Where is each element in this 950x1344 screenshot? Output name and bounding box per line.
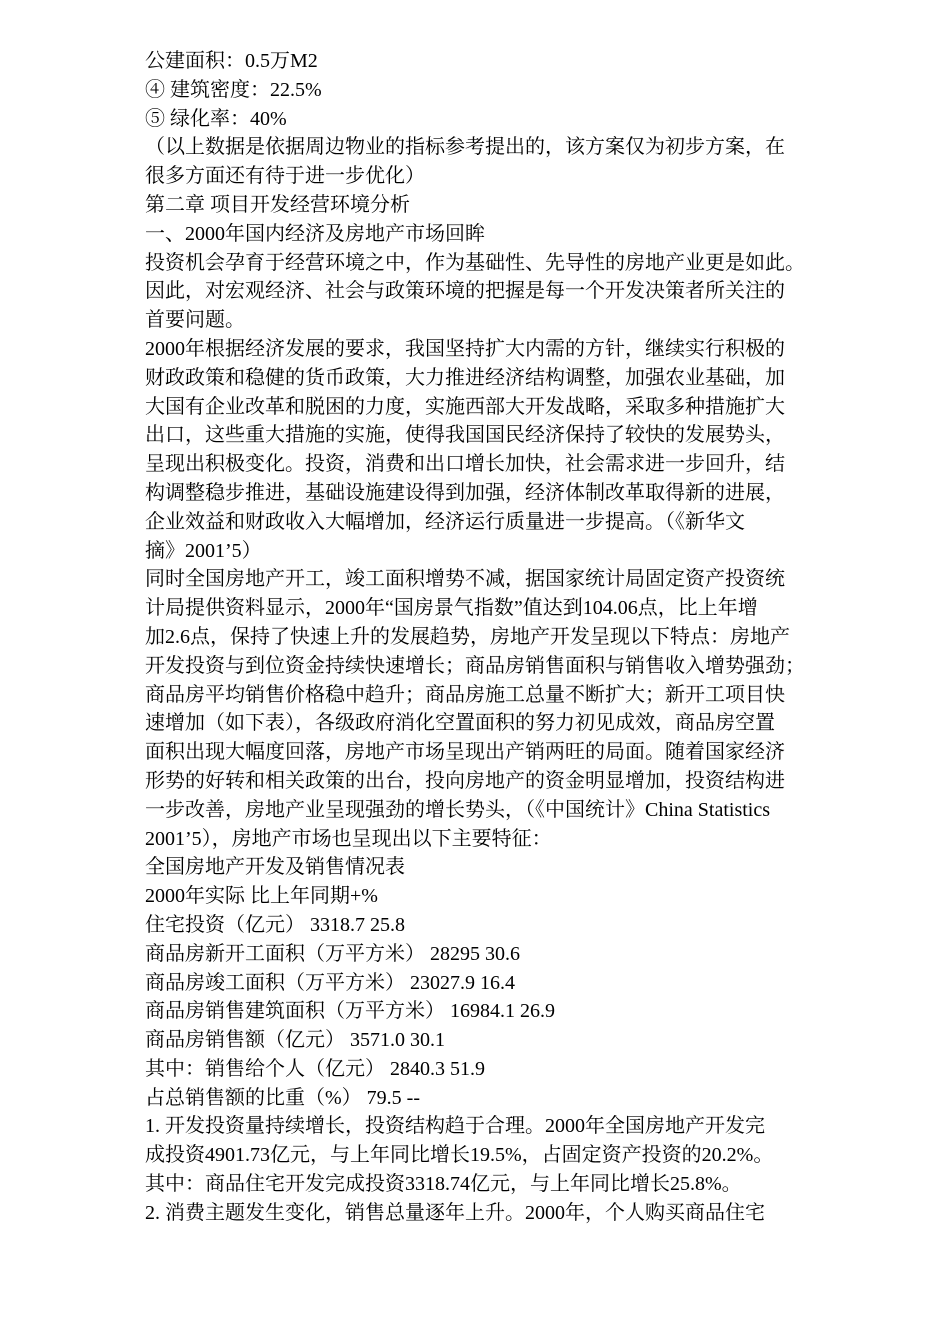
- text-line: ⑤ 绿化率：40%: [145, 107, 287, 130]
- text-line: 形势的好转和相关政策的出台，投向房地产的资金明显增加，投资结构进: [145, 769, 785, 792]
- table-header: 2000年实际 比上年同期+%: [145, 885, 378, 908]
- table-title: 全国房地产开发及销售情况表: [145, 856, 405, 879]
- table-row: 占总销售额的比重（%） 79.5 --: [145, 1086, 420, 1109]
- table-row: 住宅投资（亿元） 3318.7 25.8: [145, 913, 405, 936]
- text-line: 因此，对宏观经济、社会与政策环境的把握是每一个开发决策者所关注的: [145, 280, 785, 303]
- text-line: 构调整稳步推进，基础设施建设得到加强，经济体制改革取得新的进展，: [145, 481, 785, 504]
- text-line: 首要问题。: [145, 309, 245, 332]
- chapter-heading: 第二章 项目开发经营环境分析: [145, 193, 410, 216]
- text-line: 投资机会孕育于经营环境之中，作为基础性、先导性的房地产业更是如此。: [145, 251, 805, 274]
- text-line: 2. 消费主题发生变化，销售总量逐年上升。2000年，个人购买商品住宅: [145, 1201, 765, 1224]
- table-row: 商品房销售建筑面积（万平方米） 16984.1 26.9: [145, 1000, 555, 1023]
- text-line: 计局提供资料显示，2000年“国房景气指数”值达到104.06点，比上年增: [145, 597, 758, 620]
- text-line: 速增加（如下表），各级政府消化空置面积的努力初见成效，商品房空置: [145, 712, 775, 735]
- section-heading: 一、2000年国内经济及房地产市场回眸: [145, 222, 485, 245]
- text-line: 其中：商品住宅开发完成投资3318.74亿元，与上年同比增长25.8%。: [145, 1173, 742, 1196]
- text-line: 商品房平均销售价格稳中趋升；商品房施工总量不断扩大；新开工项目快: [145, 683, 785, 706]
- text-line: 面积出现大幅度回落，房地产市场呈现出产销两旺的局面。随着国家经济: [145, 741, 785, 764]
- text-line: 企业效益和财政收入大幅增加，经济运行质量进一步提高。（《新华文: [145, 510, 745, 533]
- text-line: ④ 建筑密度：22.5%: [145, 78, 322, 101]
- text-line: 2001’5），房地产市场也呈现出以下主要特征：: [145, 827, 552, 850]
- table-row: 其中：销售给个人（亿元） 2840.3 51.9: [145, 1057, 485, 1080]
- table-row: 商品房销售额（亿元） 3571.0 30.1: [145, 1029, 445, 1052]
- text-line: 公建面积：0.5万M2: [145, 50, 318, 72]
- text-line: 加2.6点，保持了快速上升的发展趋势，房地产开发呈现以下特点：房地产: [145, 625, 790, 648]
- text-line: 同时全国房地产开工，竣工面积增势不减，据国家统计局固定资产投资统: [145, 568, 785, 591]
- text-line: 1. 开发投资量持续增长，投资结构趋于合理。2000年全国房地产开发完: [145, 1115, 765, 1138]
- text-line: 很多方面还有待于进一步优化）: [145, 165, 425, 188]
- table-row: 商品房竣工面积（万平方米） 23027.9 16.4: [145, 971, 515, 994]
- text-line: 出口，这些重大措施的实施，使得我国国民经济保持了较快的发展势头，: [145, 424, 785, 447]
- text-line: 2000年根据经济发展的要求，我国坚持扩大内需的方针，继续实行积极的: [145, 337, 785, 360]
- text-line: （以上数据是依据周边物业的指标参考提出的，该方案仅为初步方案，在: [145, 136, 785, 159]
- text-line: 成投资4901.73亿元，与上年同比增长19.5%，占固定资产投资的20.2%。: [145, 1144, 774, 1167]
- text-line: 开发投资与到位资金持续快速增长；商品房销售面积与销售收入增势强劲；: [145, 654, 805, 677]
- text-line: 一步改善，房地产业呈现强劲的增长势头，（《中国统计》China Statistics: [145, 798, 770, 821]
- document-body: [145, 47, 875, 1228]
- text-line: 大国有企业改革和脱困的力度，实施西部大开发战略，采取多种措施扩大: [145, 395, 785, 418]
- table-row: 商品房新开工面积（万平方米） 28295 30.6: [145, 942, 520, 965]
- text-line: 财政政策和稳健的货币政策，大力推进经济结构调整，加强农业基础，加: [145, 366, 785, 389]
- text-line: 摘》2001’5）: [145, 539, 262, 562]
- text-line: 呈现出积极变化。投资，消费和出口增长加快，社会需求进一步回升，结: [145, 453, 785, 476]
